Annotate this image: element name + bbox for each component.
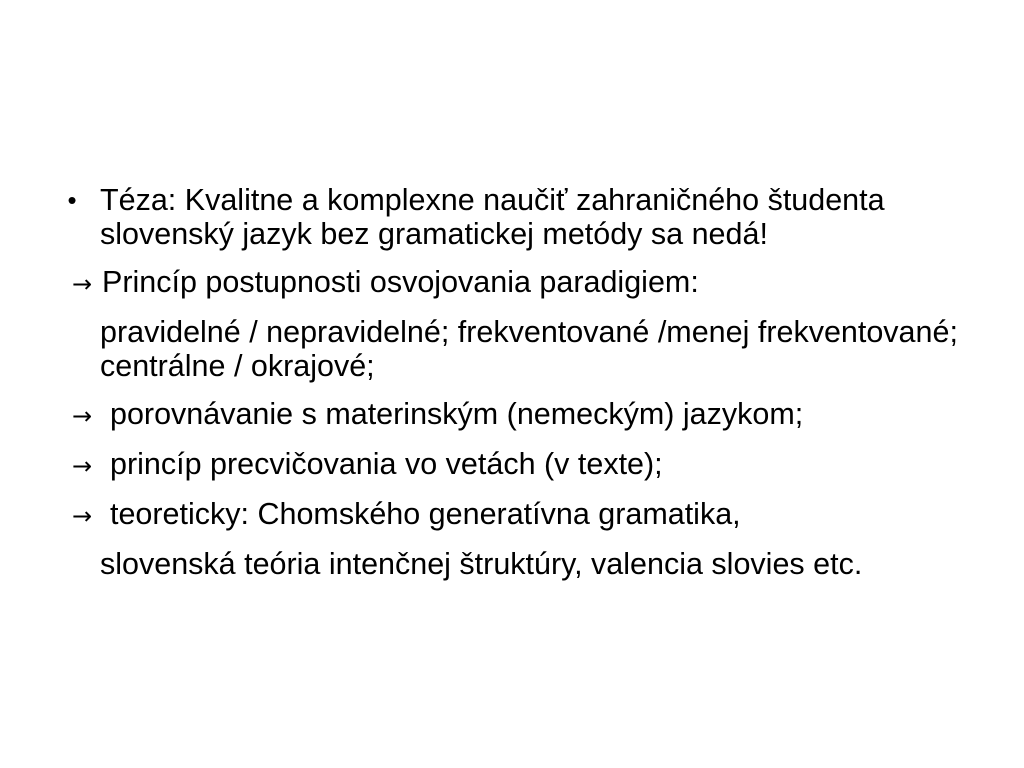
continuation-theory [60, 547, 960, 581]
arrow-item-comparison [60, 397, 960, 433]
arrow-icon: → [72, 452, 93, 480]
arrow-item-text: Princíp postupnosti osvojovania paradigiem: [102, 265, 699, 299]
arrow-item-text: teoreticky: Chomského generatívna gramatika, [110, 497, 741, 531]
continuation-paradigm-types [60, 315, 960, 383]
continuation-text: pravidelné / nepravidelné; frekventované /menej frekventované; centrálne / okrajové; [100, 315, 958, 383]
arrow-item-paradigms [60, 265, 960, 301]
arrow-icon: → [72, 502, 93, 530]
arrow-item-text: princíp precvičovania vo vetách (v texte); [110, 447, 663, 481]
bullet-thesis [60, 183, 960, 251]
thesis-text: Téza: Kvalitne a komplexne naučiť zahraničného študenta slovenský jazyk bez gramatickej metódy sa nedá! [100, 183, 885, 251]
continuation-text: slovenská teória intenčnej štruktúry, valencia slovies etc. [100, 547, 863, 581]
slide-body [60, 183, 960, 595]
arrow-icon: → [72, 402, 93, 430]
arrow-item-practice [60, 447, 960, 483]
bullet-icon: • [67, 185, 77, 215]
arrow-icon: → [72, 270, 93, 298]
arrow-item-text: porovnávanie s materinským (nemeckým) jazykom; [110, 397, 804, 431]
arrow-item-theory [60, 497, 960, 533]
